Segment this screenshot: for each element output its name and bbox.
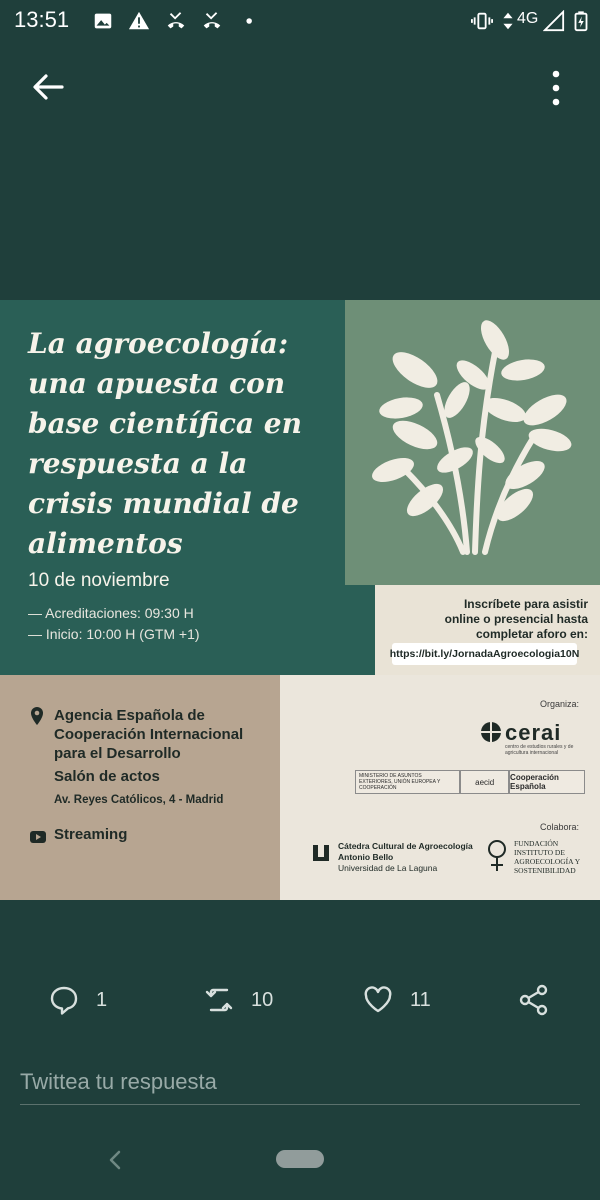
dot-icon [240, 10, 262, 32]
venue-name [54, 706, 264, 763]
event-date: 10 de noviembre [28, 570, 170, 591]
title-line: respuesta a la [28, 447, 248, 480]
venue-line: Agencia Española de [54, 707, 205, 724]
fundacion-line: AGROECOLOGÍA Y [514, 857, 581, 866]
status-time: 13:51 [14, 7, 70, 32]
reply-count: 1 [96, 988, 108, 1011]
poster-sage-panel [345, 300, 600, 585]
network-label: 4G [517, 10, 539, 27]
fundacion-logo-icon [484, 839, 510, 873]
tweet-media-toolbar [0, 40, 600, 140]
reply-icon [48, 984, 80, 1016]
missed-call-icon [165, 10, 187, 32]
nav-back-icon[interactable] [105, 1148, 125, 1172]
signal-icon [543, 10, 565, 32]
arrow-left-icon [28, 70, 68, 104]
catedra-text [338, 841, 478, 874]
share-icon [518, 984, 550, 1016]
more-vertical-icon [544, 68, 568, 108]
cerai-subtitle: centro de estudios rurales y de agricultura internacional [505, 744, 574, 756]
register-line: Inscríbete para asistir [463, 597, 588, 611]
venue-room: Salón de actos [54, 768, 160, 785]
accreditation-time: — Acreditaciones: 09:30 H [28, 605, 194, 621]
title-line: La agroecología: [28, 327, 289, 360]
like-button[interactable] [362, 985, 431, 1015]
catedra-logo-icon [312, 844, 334, 862]
cerai-logo-text: cerai [505, 720, 562, 745]
title-line: base científica en [28, 407, 302, 440]
plant-illustration-icon [345, 300, 600, 585]
title-line: alimentos [28, 527, 183, 560]
title-line: crisis mundial de [28, 487, 299, 520]
sponsor-logos-row [355, 770, 585, 794]
poster-title [28, 324, 348, 564]
heart-icon [362, 984, 394, 1016]
ministerio-logo: MINISTERIO DE ASUNTOS EXTERIORES, UNIÓN EUROPEA Y COOPERACIÓN [355, 770, 460, 794]
venue-line: para el Desarrollo [54, 745, 181, 762]
warning-icon [128, 10, 150, 32]
retweet-button[interactable] [203, 985, 273, 1015]
venue-address: Av. Reyes Católicos, 4 - Madrid [54, 794, 224, 806]
register-line: online o presencial hasta [444, 612, 588, 626]
catedra-line: Universidad de La Laguna [338, 863, 438, 873]
tweet-image[interactable] [0, 300, 600, 900]
like-count: 11 [410, 988, 431, 1011]
start-time: — Inicio: 10:00 H (GTM +1) [28, 626, 200, 642]
aecid-logo: aecid [460, 770, 509, 794]
back-button[interactable] [28, 70, 68, 104]
register-line: completar aforo en: [475, 627, 588, 641]
registration-url: https://bit.ly/JornadaAgroecologia10N [392, 643, 577, 665]
catedra-line: Antonio Bello [338, 852, 394, 862]
nav-home-pill[interactable] [276, 1150, 324, 1168]
missed-call-icon-2 [201, 10, 223, 32]
fundacion-line: INSTITUTO DE [514, 848, 565, 857]
retweet-icon [203, 984, 235, 1016]
data-arrows-icon [497, 10, 519, 32]
tweet-actions [0, 970, 600, 1030]
image-icon [92, 10, 114, 32]
battery-icon [570, 10, 592, 32]
fundacion-line: SOSTENIBILIDAD [514, 866, 576, 875]
venue-line: Cooperación Internacional [54, 726, 244, 743]
status-bar [0, 0, 600, 40]
title-line: una apuesta con [28, 367, 286, 400]
streaming-label: Streaming [54, 826, 128, 843]
location-pin-icon [30, 707, 44, 725]
fundacion-text [514, 839, 594, 875]
cerai-logo-icon [480, 721, 502, 743]
youtube-icon [30, 831, 46, 843]
cooperacion-logo: Cooperación Española [509, 770, 585, 794]
share-button[interactable] [518, 985, 550, 1015]
retweet-count: 10 [251, 988, 274, 1011]
register-text [388, 597, 588, 642]
organiza-label: Organiza: [540, 699, 580, 709]
reply-button[interactable] [48, 985, 107, 1015]
fundacion-line: FUNDACIÓN [514, 839, 559, 848]
colabora-label: Colabora: [540, 822, 580, 832]
reply-input[interactable] [20, 1060, 580, 1105]
more-options-button[interactable] [544, 68, 568, 108]
catedra-line: Cátedra Cultural de Agroecología [338, 841, 473, 851]
vibrate-icon [471, 10, 493, 32]
